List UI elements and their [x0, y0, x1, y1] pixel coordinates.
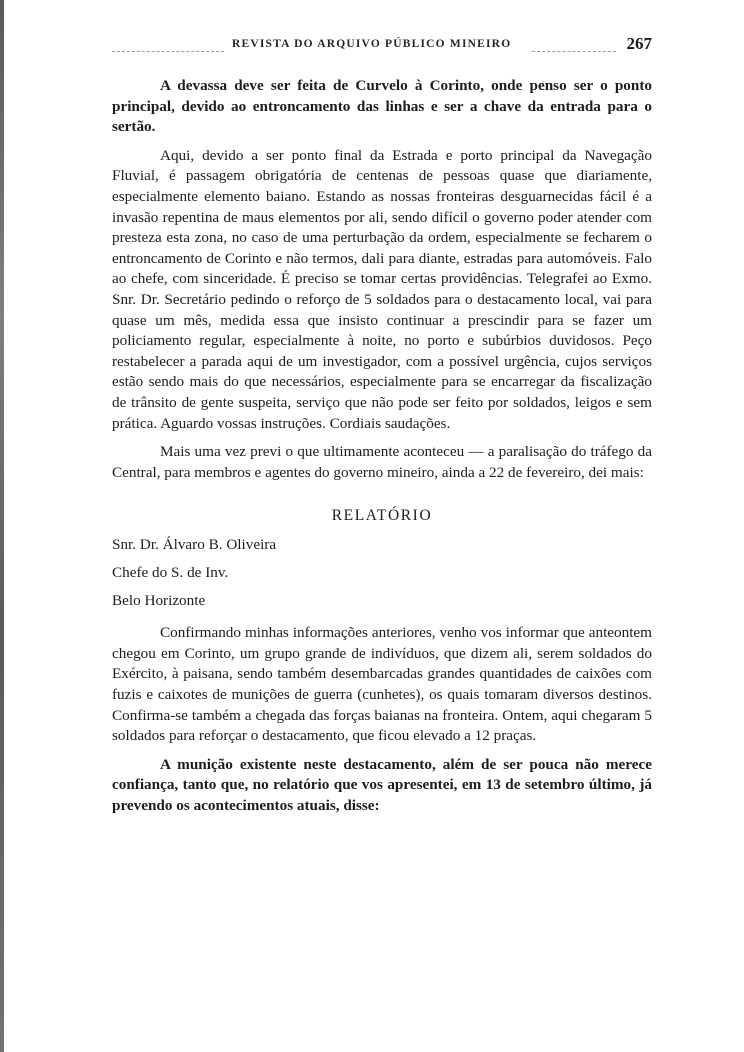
address-role: Chefe do S. de Inv. [112, 564, 229, 582]
address-city: Belo Horizonte [112, 592, 206, 610]
paragraph-aqui: Aqui, devido a ser ponto final da Estrada e porto principal da Navegação Fluvial, é passagem obrigatória de centenas de pessoas quase que diariamente, especialmente elemento baiano. Estando as nossas fronteiras desguarnecidas fácil é a invasão repentina de maus elementos por ali, sendo difícil o governo poder atender com presteza esta zona, no caso de uma perturbação da ordem, especialmente se fecharem o entroncamento de Corinto e não termos, dali para diante, estradas para automóveis. Falo ao chefe, com sinceridade. É preciso se tomar certas providências. Telegrafei ao Exmo. Snr. Dr. Secretário pedindo o reforço de 5 soldados para o destacamento local, vai para quase um mês, medida essa que insisto continuar a prescindir para se fazer um policiamento regular, especialmente à noite, no porto e subúrbios duvidosos. Peço restabelecer a parada aqui de um investigador, com a possível urgência, cujos serviços estão sendo mais do que necessários, especialmente para se encarregar da fiscalização de trânsito de gente suspeita, serviço que não pode ser feito por soldados, leigos e sem prática. Aguardo vossas instruções. Cordiais saudações. [112, 146, 652, 432]
page-edge-shadow [0, 0, 4, 1052]
address-recipient: Snr. Dr. Álvaro B. Oliveira [112, 536, 277, 554]
running-header [112, 34, 652, 58]
header-rule-left [112, 51, 224, 52]
header-rule-right [532, 51, 616, 52]
paragraph-municao: A munição existente neste destacamento, além de ser pouca não merece confiança, tanto que, no relatório que vos apresentei, em 13 de setembro último, já prevendo os acontecimentos atuais, disse: [112, 755, 652, 815]
paragraph-mais-uma-vez: Mais uma vez previ o que ultimamente aconteceu — a paralisação do tráfego da Central, para membros e agentes do governo mineiro, ainda a 22 de fevereiro, dei mais: [112, 443, 652, 481]
page-number: 267 [626, 34, 652, 53]
section-title: RELATÓRIO [331, 507, 433, 525]
paragraph-confirmando: Confirmando minhas informações anteriores, venho vos informar que anteontem chegou em Corinto, um grupo grande de indivíduos, que dizem ali, serem soldados do Exército, à paisana, sendo também desembarcadas grandes quantidades de caixões com fuzis e caixotes de munições de guerra (cunhetes), os quais tomaram diversos destinos. Confirma-se também a chegada das forças baianas na fronteira. Ontem, aqui chegaram 5 soldados para reforçar o destacamento, que ficou elevado a 12 praças. [112, 624, 652, 745]
page-body [112, 76, 652, 817]
journal-title: REVISTA DO ARQUIVO PÚBLICO MINEIRO [232, 38, 512, 50]
paragraph-devassa: A devassa deve ser feita de Curvelo à Corinto, onde penso ser o ponto principal, devido ao entroncamento das linhas e ser a chave da entrada para o sertão. [112, 77, 652, 136]
